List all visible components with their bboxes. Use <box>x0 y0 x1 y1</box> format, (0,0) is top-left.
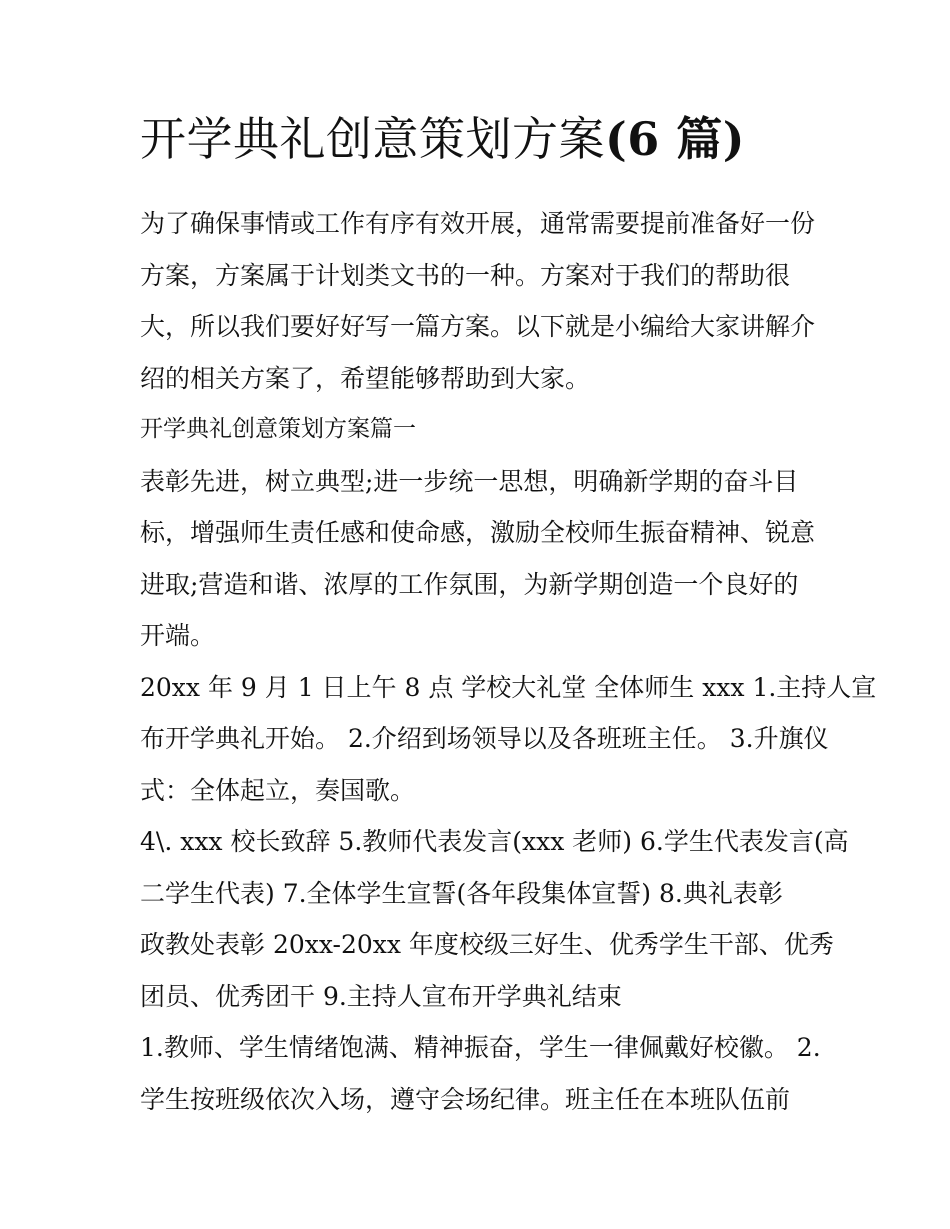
title-suffix: (6 篇) <box>605 112 746 166</box>
body-line: 式：全体起立，奏国歌。 <box>140 775 416 805</box>
body-line: 为了确保事情或工作有序有效开展，通常需要提前准备好一份 <box>140 209 816 238</box>
body-line: 方案，方案属于计划类文书的一种。方案对于我们的帮助很 <box>140 260 791 290</box>
body-line: 二学生代表) 7.全体学生宣誓(各年段集体宣誓) 8.典礼表彰 <box>140 878 783 908</box>
body-line: 4\. xxx 校长致辞 5.教师代表发言(xxx 老师) 6.学生代表发言(高 <box>140 827 849 856</box>
body-line: 开端。 <box>140 621 216 650</box>
body-line: 20xx 年 9 月 1 日上午 8 点 学校大礼堂 全体师生 xxx 1.主持人宣 <box>140 672 877 702</box>
body-line: 表彰先进，树立典型;进一步统一思想，明确新学期的奋斗目 <box>140 466 799 496</box>
body-line: 大，所以我们要好好写一篇方案。以下就是小编给大家讲解介 <box>140 312 816 341</box>
body-line: 标，增强师生责任感和使命感，激励全校师生振奋精神、锐意 <box>140 518 816 547</box>
body-line: 政教处表彰 20xx-20xx 年度校级三好生、优秀学生干部、优秀 <box>140 930 834 959</box>
title-main: 开学典礼创意策划方案 <box>140 112 605 166</box>
section-heading: 开学典礼创意策划方案篇一 <box>140 416 416 442</box>
body-line: 布开学典礼开始。 2.介绍到场领导以及各班班主任。 3.升旗仪 <box>140 724 829 753</box>
body-line: 团员、优秀团干 9.主持人宣布开学典礼结束 <box>140 981 622 1011</box>
body-line: 学生按班级依次入场，遵守会场纪律。班主任在本班队伍前 <box>140 1084 791 1114</box>
document-body <box>140 198 877 1125</box>
document-title <box>140 112 745 167</box>
body-line: 1.教师、学生情绪饱满、精神振奋，学生一律佩戴好校徽。 2. <box>140 1033 821 1062</box>
body-line: 进取;营造和谐、浓厚的工作氛围，为新学期创造一个良好的 <box>140 569 799 599</box>
body-line: 绍的相关方案了，希望能够帮助到大家。 <box>140 363 591 393</box>
